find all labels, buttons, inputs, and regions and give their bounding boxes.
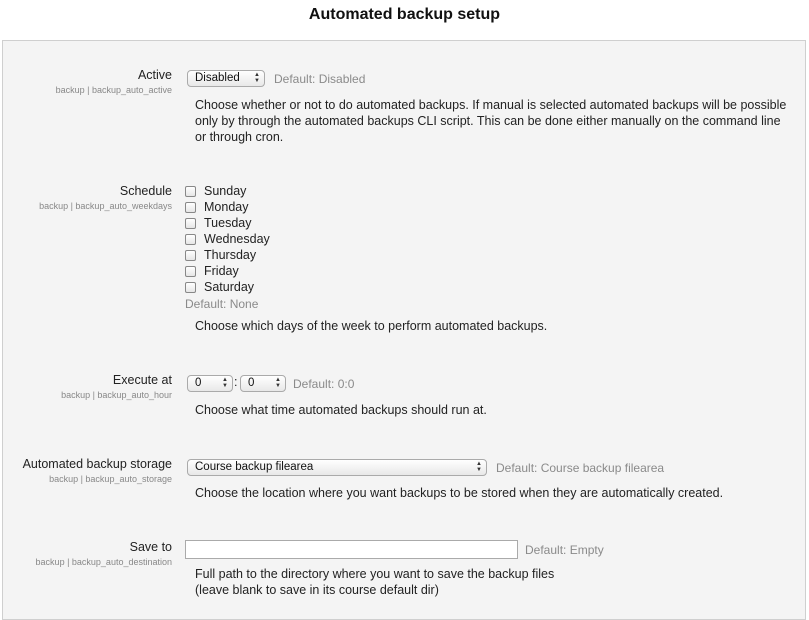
hour-select[interactable]: [187, 375, 233, 392]
save-to-description-line1: Full path to the directory where you want to save the backup files: [195, 567, 555, 581]
execute-description: Choose what time automated backups should run at.: [195, 403, 487, 417]
checkbox-sunday[interactable]: [185, 186, 196, 197]
active-default: Default: Disabled: [274, 72, 366, 86]
checkbox-label-friday: Friday: [204, 264, 239, 278]
execute-label: Execute at: [112, 373, 172, 387]
active-setting-name: backup | backup_auto_active: [55, 85, 172, 95]
active-select[interactable]: [187, 70, 265, 87]
up-down-chevron-icon: ▲ ▼: [476, 461, 482, 473]
storage-description: Choose the location where you want backups to be stored when they are automatically created.: [195, 486, 724, 500]
active-select-value: Disabled: [195, 72, 240, 84]
schedule-description: Choose which days of the week to perform automated backups.: [195, 319, 548, 333]
schedule-label: Schedule: [119, 184, 172, 198]
up-down-chevron-icon: ▲ ▼: [275, 377, 281, 389]
storage-setting-name: backup | backup_auto_storage: [49, 474, 172, 484]
checkbox-label-monday: Monday: [204, 200, 249, 214]
checkbox-thursday[interactable]: [185, 250, 196, 261]
active-label: Active: [137, 68, 172, 82]
page-title: Automated backup setup: [308, 6, 501, 23]
checkbox-label-saturday: Saturday: [204, 280, 255, 294]
up-down-chevron-icon: ▲ ▼: [222, 377, 228, 389]
checkbox-monday[interactable]: [185, 202, 196, 213]
checkbox-tuesday[interactable]: [185, 218, 196, 229]
up-down-chevron-icon: ▲ ▼: [254, 72, 260, 84]
checkbox-label-thursday: Thursday: [204, 248, 257, 262]
save-to-description-line2: (leave blank to save in its course default dir): [195, 583, 439, 597]
time-separator: :: [234, 375, 238, 389]
hour-select-value: 0: [195, 377, 202, 389]
checkbox-label-wednesday: Wednesday: [204, 232, 270, 246]
save-to-setting-name: backup | backup_auto_destination: [35, 557, 172, 567]
save-to-default: Default: Empty: [525, 543, 604, 557]
storage-label: Automated backup storage: [22, 457, 172, 471]
schedule-setting-name: backup | backup_auto_weekdays: [39, 201, 172, 211]
checkbox-wednesday[interactable]: [185, 234, 196, 245]
execute-setting-name: backup | backup_auto_hour: [61, 390, 172, 400]
checkbox-saturday[interactable]: [185, 282, 196, 293]
storage-select[interactable]: [187, 459, 487, 476]
storage-default: Default: Course backup filearea: [496, 461, 665, 475]
minute-select-value: 0: [248, 377, 255, 389]
save-to-label: Save to: [129, 540, 172, 554]
execute-default: Default: 0:0: [293, 377, 355, 391]
save-to-input[interactable]: [185, 540, 518, 559]
active-description: Choose whether or not to do automated backups. If manual is selected automated backups will be possible only by through the automated backups CLI script. This can be done either manually on the command line or through cron.: [195, 98, 787, 144]
checkbox-label-sunday: Sunday: [204, 184, 247, 198]
minute-select[interactable]: [240, 375, 286, 392]
checkbox-friday[interactable]: [185, 266, 196, 277]
checkbox-label-tuesday: Tuesday: [204, 216, 252, 230]
schedule-default: Default: None: [185, 297, 259, 311]
storage-select-value: Course backup filearea: [195, 461, 314, 473]
